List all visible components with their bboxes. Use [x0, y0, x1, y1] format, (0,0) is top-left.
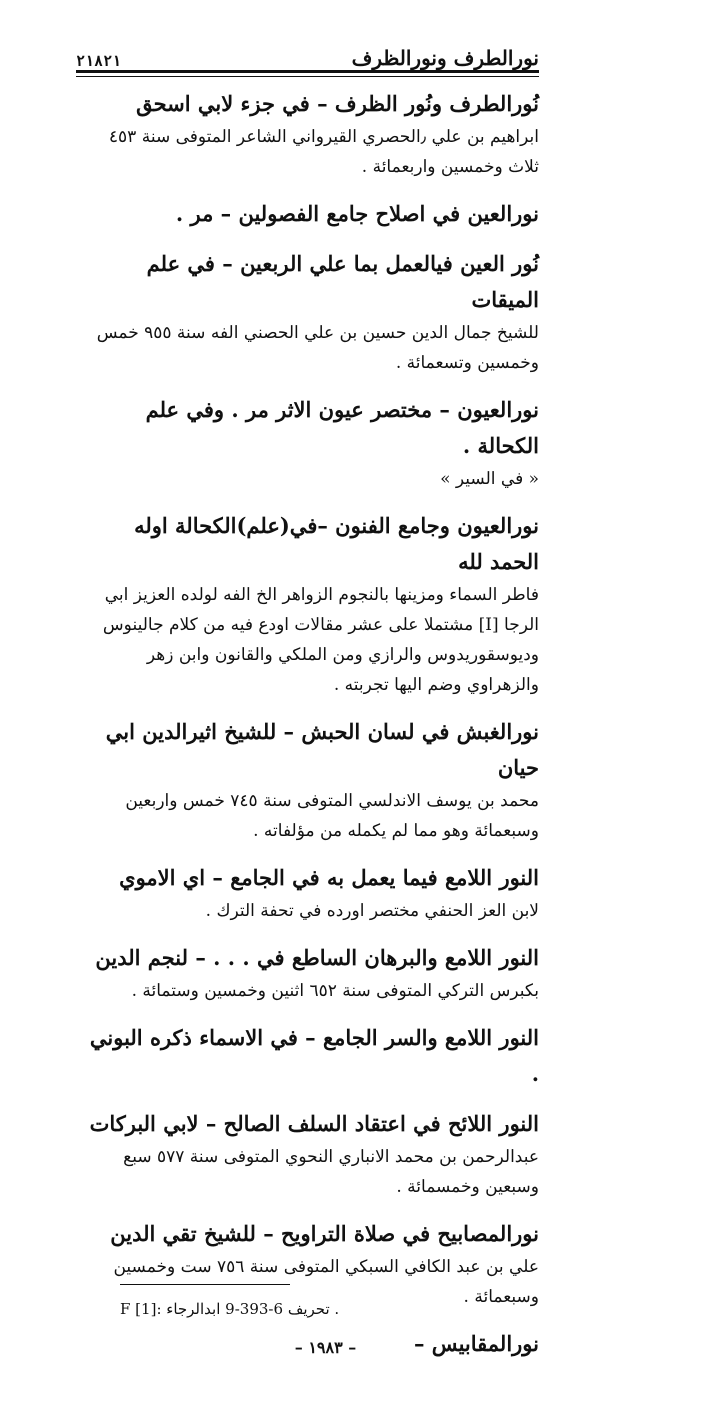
- entry-description: علي بن عبد الكافي السبكي المتوفى سنة ٧٥٦ ست وخمسين وسبعمائة .: [113, 1257, 539, 1307]
- page-number: – ١٩٨٣ –: [294, 1338, 357, 1357]
- entry: [84, 860, 539, 926]
- entry-description: ابراهيم بن علي ٫الحصري القيرواني الشاعر المتوفى سنة ٤٥٣ ثلاث وخمسين واربعمائة .: [108, 127, 539, 177]
- entry-description: فاطر السماء ومزينها بالنجوم الزواهر الخ الفه لولده العزيز ابي الرجا [I] مشتملا على عشر مقالات اودع فيه من كلام جالينوس وديوسقوريدوس والرازي ومن الملكي والقانون وابن زهر والزهراوي وضم اليها تجربته .: [102, 585, 539, 695]
- entry-head: نُورالطرف ونُور الظرف – في جزء لابي اسحق: [136, 91, 539, 116]
- entry-head: النور اللامع والسر الجامع – في الاسماء ذكره البوني .: [89, 1025, 539, 1086]
- entry-head: نورالمصابيح في صلاة التراويح – للشيخ تقي الدين: [110, 1221, 539, 1246]
- entry-head: نورالعيون – مختصر عيون الاثر مر . وفي علم الكحالة .: [145, 397, 539, 458]
- entry-head: نورالغبش في لسان الحبش – للشيخ اثيرالدين ابي حيان: [105, 719, 539, 780]
- footnote: . تحريف 6-393-9 ابدالرجاء :F [1]: [120, 1300, 340, 1318]
- running-head: [76, 30, 539, 70]
- entry: [84, 1216, 539, 1312]
- entry-description: لابن العز الحنفي مختصر اورده في تحفة الترك .: [205, 901, 539, 921]
- entry: [84, 940, 539, 1006]
- entries-column: [84, 86, 539, 1376]
- entry-head: النور اللامع فيما يعمل به في الجامع – اي الاموي: [119, 865, 539, 890]
- entry-description: محمد بن يوسف الاندلسي المتوفى سنة ٧٤٥ خمس واربعين وسبعمائة وهو مما لم يكمله من مؤلفاته .: [125, 791, 539, 841]
- entry-description: بكبرس التركي المتوفى سنة ٦٥٢ اثنين وخمسين وستمائة .: [131, 981, 539, 1001]
- entry: [84, 392, 539, 494]
- entry-head: نورالعيون وجامع الفنون –في(علم)الكحالة اوله الحمد لله: [134, 513, 539, 574]
- entry: [84, 1020, 539, 1092]
- entry-head: النور اللامع والبرهان الساطع في . . . – لنجم الدين: [95, 945, 539, 970]
- entry-description: للشيخ جمال الدين حسين بن علي الحصني الفه سنة ٩٥٥ خمس وخمسين وتسعمائة .: [96, 323, 539, 373]
- entry: [84, 1106, 539, 1202]
- entry-description: عبدالرحمن بن محمد الانباري النحوي المتوفى سنة ٥٧٧ سبع وسبعين وخمسمائة .: [123, 1147, 539, 1197]
- entry-head: نورالمقابيس –: [414, 1331, 539, 1356]
- entry-head: النور اللائح في اعتقاد السلف الصالح – لابي البركات: [89, 1111, 539, 1136]
- entry-head: نورالعين في اصلاح جامع الفصولين – مر .: [175, 201, 539, 226]
- entry: [84, 714, 539, 846]
- entry-head: نُور العين فيالعمل بما علي الربعين – في علم الميقات: [146, 251, 539, 312]
- footnote-rule: [120, 1284, 290, 1285]
- entry: [84, 246, 539, 378]
- entry: [84, 86, 539, 182]
- header-rule-thin: [76, 76, 539, 77]
- entry-description: « في السير »: [440, 469, 539, 489]
- header-rule-thick: [76, 70, 539, 73]
- entry: [84, 508, 539, 700]
- running-head-title: نورالطرف ونورالظرف: [351, 46, 539, 70]
- running-head-mark: ۲۱۸۲۱: [76, 52, 122, 70]
- entry: [84, 196, 539, 232]
